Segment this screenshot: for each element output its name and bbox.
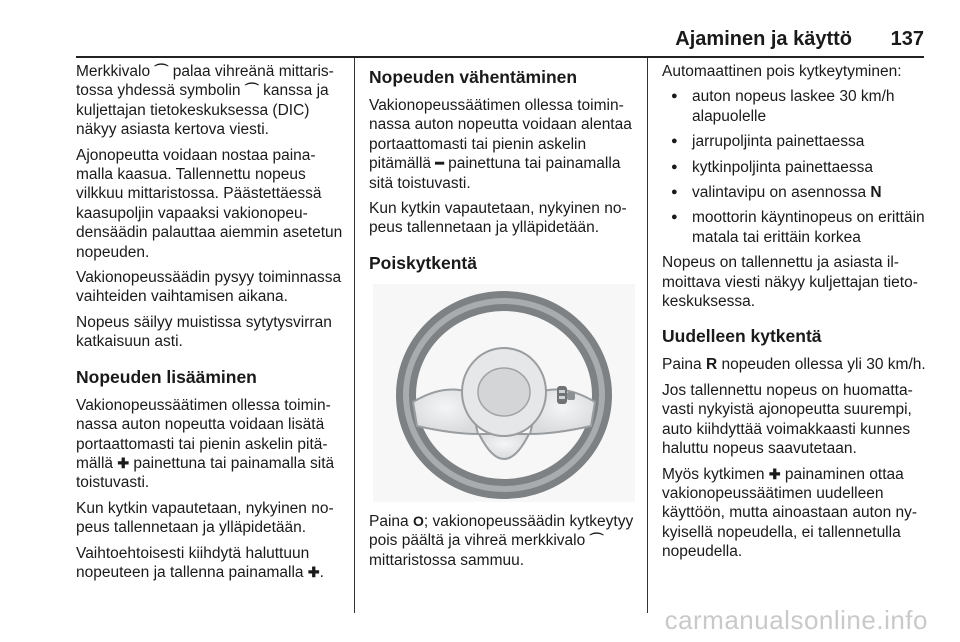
- page-header: [76, 22, 924, 56]
- section-heading: Nopeuden lisääminen: [76, 366, 257, 387]
- paragraph: Kun kytkin vapautetaan, nykyinen nopeus tallennetaan ja ylläpidetään.: [76, 499, 334, 537]
- paragraph: Ajonopeutta voidaan nostaa painamalla kaasua. Tallennettu nopeus vilkkuu mittaristossa. Päästettäessä kaasupoljin vapaaksi vakionopeudensäädin palauttaa aiemmin asetetun nopeuden.: [76, 146, 343, 261]
- paragraph: Paina O; vakionopeussäädin kytkeytyy pois päältä ja vihreä merkkivalo ⌒ mittaristossa sammuu.: [369, 512, 634, 569]
- paragraph: Paina R nopeuden ollessa yli 30 km/h.: [662, 356, 926, 374]
- paragraph: Nopeus säilyy muistissa sytytysvirran katkaisuun asti.: [76, 313, 332, 351]
- paragraph: Jos tallennettu nopeus on huomattavasti nykyistä ajonopeutta suurempi, auto kiihdyttää voimakkaasti kunnes haluttu nopeus saavutetaan.: [662, 381, 913, 458]
- paragraph: Myös kytkimen ✚ painaminen ottaa vakionopeussäätimen uudelleen käyttöön, mutta ainoastaan auton nykyisellä nopeudella, ei tallennetulla nopeudella.: [662, 465, 918, 561]
- column-1: [76, 62, 346, 588]
- minus-icon: ━: [435, 155, 444, 172]
- page-title: Ajaminen ja käyttö: [675, 28, 852, 50]
- column-divider-1: [354, 58, 355, 613]
- column-2: [369, 62, 639, 576]
- section-heading: Nopeuden vähentäminen: [369, 67, 578, 87]
- cruise-control-icon: ⌒: [589, 532, 604, 549]
- section-heading: Uudelleen kytkentä: [662, 326, 822, 347]
- paragraph: Automaattinen pois kytkeytyminen:: [662, 63, 902, 80]
- list-item: ● kytkinpoljinta painettaessa: [662, 158, 928, 177]
- column-3: [662, 62, 928, 568]
- paragraph: Kun kytkin vapautetaan, nykyinen nopeus tallennetaan ja ylläpidetään.: [369, 200, 627, 237]
- paragraph: Vakionopeussäätimen ollessa toiminnassa auton nopeutta voidaan alentaa portaattomasti tai pienin askelin pitämällä ━ painettuna tai painamalla sitä toistuvasti.: [369, 97, 632, 192]
- column-divider-2: [647, 58, 648, 613]
- list-item: ● moottorin käyntinopeus on erittäin matala tai erittäin korkea: [662, 208, 928, 247]
- cruise-control-icon: ⌒: [154, 63, 169, 79]
- list-item: ● valintavipu on asennossa N: [662, 183, 928, 202]
- section-heading: Poiskytkentä: [369, 252, 477, 273]
- paragraph: Vaihtoehtoisesti kiihdytä haluttuun nopeuteen ja tallenna painamalla ✚.: [76, 544, 324, 581]
- list-item: ● auton nopeus laskee 30 km/h alapuolelle: [662, 87, 928, 126]
- off-circle-icon: O: [412, 512, 424, 529]
- watermark: carmanualsonline.info: [664, 605, 928, 635]
- steering-wheel-illustration: [373, 284, 635, 502]
- list-item: ● jarrupoljinta painettaessa: [662, 132, 928, 151]
- plus-icon: ✚: [307, 563, 320, 580]
- plus-icon: ✚: [117, 454, 130, 471]
- plus-icon: ✚: [768, 465, 781, 482]
- page-number: 137: [890, 28, 924, 50]
- paragraph: Vakionopeussäätimen ollessa toiminnassa auton nopeutta voidaan lisätä portaattomasti tai pienin askelin pitämällä ✚ painettuna tai painamalla sitä toistuvasti.: [76, 396, 335, 492]
- paragraph: Merkkivalo ⌒ palaa vihreänä mittaristossa yhdessä symbolin ⌒ kanssa ja kuljettajan tietokeskuksessa (DIC) näkyy asiasta kertova viesti.: [76, 63, 334, 139]
- paragraph: Nopeus on tallennettu ja asiasta ilmoittava viesti näkyy kuljettajan tietokeskuksessa.: [662, 254, 918, 311]
- bullet-list: [662, 87, 928, 247]
- header-rule: [76, 56, 924, 58]
- steering-wheel-icon: [373, 284, 635, 502]
- paragraph: Vakionopeussäädin pysyy toiminnassa vaihteiden vaihtamisen aikana.: [76, 269, 342, 306]
- cruise-control-icon: ⌒: [244, 82, 259, 99]
